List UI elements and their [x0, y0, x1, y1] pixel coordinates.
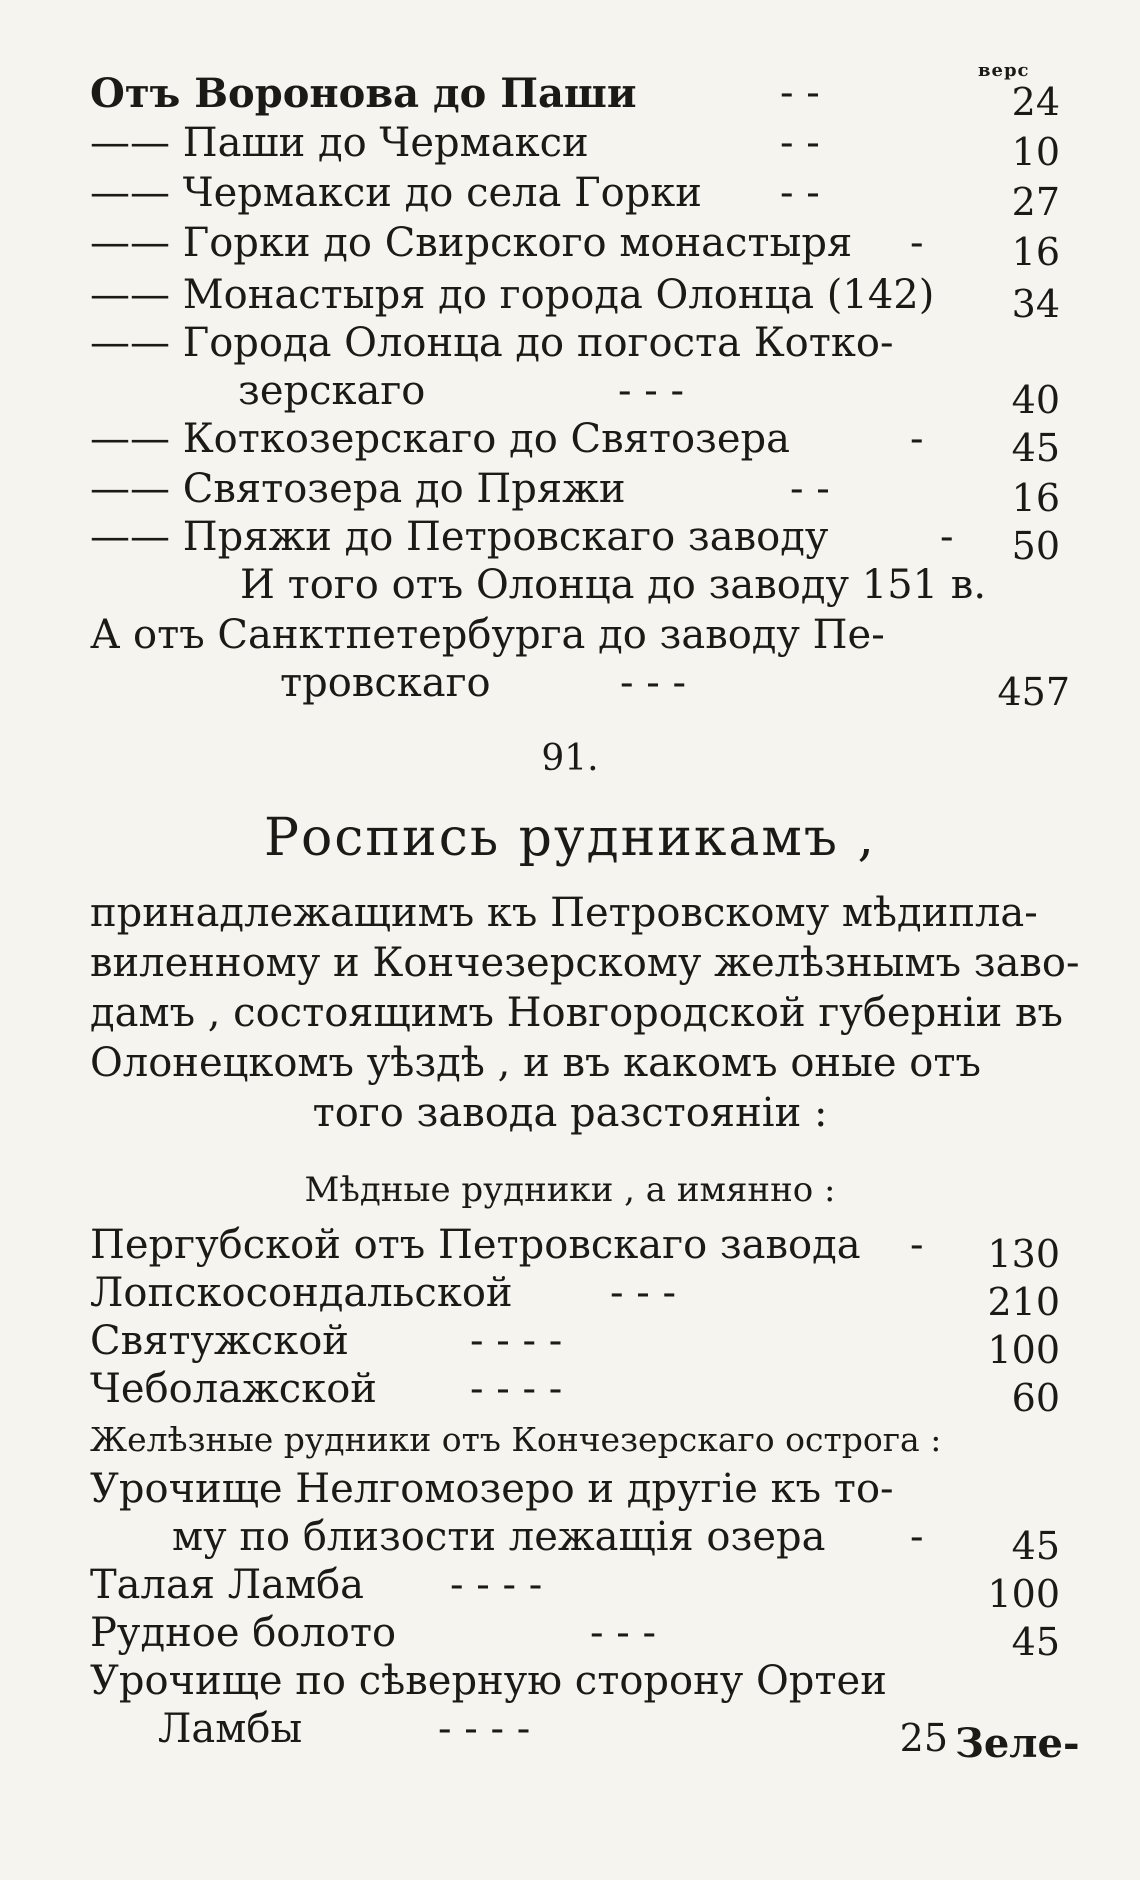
copper-row [90, 1270, 1070, 1322]
route-text: Отъ Воронова до Паши [90, 70, 637, 117]
route-value: 40 [1011, 378, 1060, 422]
route-row [238, 368, 1070, 420]
mine-dashes: - - - - [438, 1706, 531, 1752]
route-text: —— Пряжи до Петровскаго заводу [90, 514, 829, 560]
iron-row [90, 1610, 1070, 1662]
route-dashes: - - [780, 120, 820, 166]
mine-distance: 210 [987, 1280, 1060, 1324]
route-dashes: - [910, 220, 924, 266]
route-value: 34 [1011, 282, 1060, 326]
mine-name: Ламбы [158, 1706, 303, 1752]
mine-name: Святужской [90, 1318, 349, 1364]
route-dashes: - [940, 514, 954, 560]
mine-distance: 100 [987, 1328, 1060, 1372]
mine-name: му по близости лежащія озера [172, 1514, 826, 1560]
route-text: —— Паши до Чермакси [90, 120, 589, 166]
route-text: —— Города Олонца до погоста Котко- [90, 320, 894, 366]
route-row [90, 320, 1070, 372]
route-value: 50 [1011, 524, 1060, 568]
route-from-spb-dashes: - - - [620, 660, 686, 706]
mine-name: Чеболажской [90, 1366, 377, 1412]
mine-dashes: - [910, 1514, 924, 1560]
route-value: 10 [1011, 130, 1060, 174]
description-line: Олонецкомъ уѣздѣ , и въ какомъ оные отъ [90, 1040, 981, 1086]
description-line: того завода разстояніи : [312, 1090, 828, 1136]
iron-heading: Желѣзные рудники отъ Кончезерскаго острога : [90, 1420, 942, 1459]
route-value: 45 [1011, 426, 1060, 470]
route-from-spb-2 [280, 660, 1070, 712]
unit-header: верс [978, 60, 1030, 81]
route-dashes: - - [780, 170, 820, 216]
route-row [90, 70, 1070, 122]
route-text: —— Чермакси до села Горки [90, 170, 702, 216]
mine-dashes: - - - [610, 1270, 676, 1316]
iron-row [158, 1706, 958, 1758]
mine-dashes: - [910, 1222, 924, 1268]
route-from-spb [90, 612, 1070, 664]
route-from-spb-line2: тровскаго [280, 660, 491, 706]
route-from-spb-value: 457 [997, 670, 1070, 714]
mine-distance: 45 [1011, 1620, 1060, 1664]
section-number: 91. [541, 738, 599, 779]
section-title: Роспись рудникамъ , [263, 808, 876, 868]
mine-distance: 60 [1011, 1376, 1060, 1420]
mine-dashes: - - - - [470, 1318, 563, 1364]
route-dashes: - [910, 416, 924, 462]
route-row [90, 514, 1070, 566]
route-text: —— Коткозерскаго до Святозера [90, 416, 790, 462]
iron-row [90, 1466, 1070, 1518]
mine-dashes: - - - [590, 1610, 656, 1656]
route-dashes: - - [780, 70, 820, 116]
mine-name: Урочище Нелгомозеро и другіе къ то- [90, 1466, 894, 1512]
iron-row [90, 1562, 1070, 1614]
copper-row [90, 1366, 1070, 1418]
description-line: виленному и Кончезерскому желѣзнымъ заво- [90, 940, 1080, 986]
route-row [90, 220, 1070, 272]
route-value: 27 [1011, 180, 1060, 224]
copper-row [90, 1222, 1070, 1274]
route-dashes: - - [790, 466, 830, 512]
description-line: принадлежащимъ къ Петровскому мѣдипла- [90, 890, 1038, 936]
mine-name: Рудное болото [90, 1610, 397, 1656]
mine-distance: 100 [987, 1572, 1060, 1616]
mine-name: Пергубской отъ Петровскаго завода [90, 1222, 861, 1268]
route-row [90, 416, 1070, 468]
route-dashes: - - - [618, 368, 684, 414]
iron-row [172, 1514, 1070, 1566]
route-row [90, 272, 1070, 324]
route-value: 24 [1011, 80, 1060, 124]
mine-distance: 130 [987, 1232, 1060, 1276]
route-from-spb-line1: А отъ Санктпетербурга до заводу Пе- [90, 612, 885, 658]
mine-name: Талая Ламба [90, 1562, 365, 1608]
route-total-text: И того отъ Олонца до заводу 151 в. [240, 562, 987, 608]
route-value: 16 [1011, 476, 1060, 520]
copper-heading: Мѣдные рудники , а имянно : [304, 1170, 836, 1210]
route-value: 16 [1011, 230, 1060, 274]
route-text: —— Горки до Свирского монастыря [90, 220, 853, 266]
mine-distance: 45 [1011, 1524, 1060, 1568]
catchword: Зеле- [955, 1720, 1080, 1767]
mine-name: Урочище по сѣверную сторону Ортеи [90, 1658, 887, 1704]
mine-distance: 25 [899, 1716, 948, 1760]
route-text: —— Святозера до Пряжи [90, 466, 626, 512]
route-row [90, 170, 1070, 222]
mine-name: Лопскосондальской [90, 1270, 513, 1316]
mine-dashes: - - - - [470, 1366, 563, 1412]
iron-row [90, 1658, 1070, 1710]
route-row [90, 120, 1070, 172]
description-line: дамъ , состоящимъ Новгородской губерніи въ [90, 990, 1063, 1036]
route-total [240, 562, 1070, 614]
route-text: зерскаго [238, 368, 426, 414]
mine-dashes: - - - - [450, 1562, 543, 1608]
route-row [90, 466, 1070, 518]
route-text: —— Монастыря до города Олонца (142) [90, 272, 935, 318]
copper-row [90, 1318, 1070, 1370]
